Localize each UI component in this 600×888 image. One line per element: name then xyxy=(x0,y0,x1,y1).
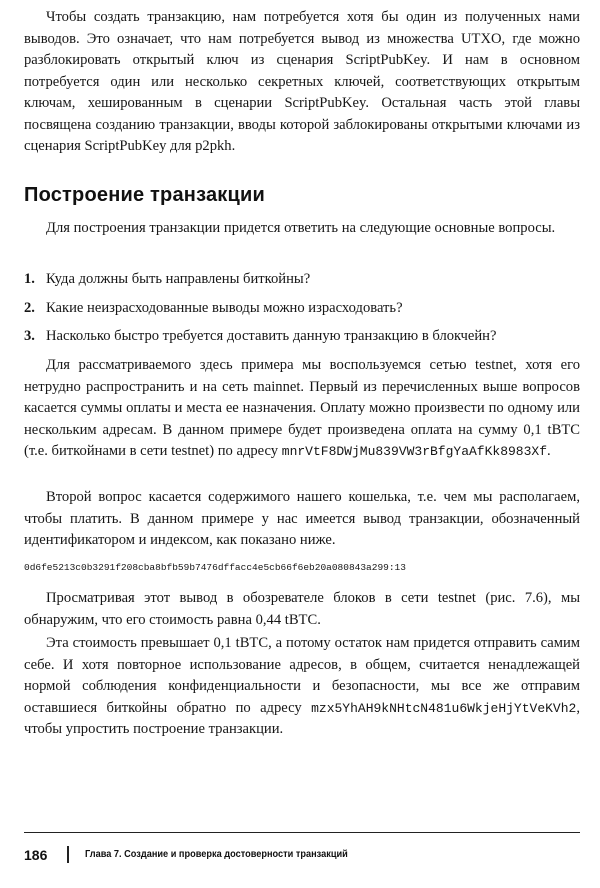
list-item-text: Насколько быстро требуется доставить данную транзакцию в блокчейн? xyxy=(46,328,497,344)
tx-output-id-code: 0d6fe5213c0b3291f208cba8bfb59b7476dffacc4e5cb66f6eb20a080843a299:13 xyxy=(24,562,406,573)
chapter-title: Глава 7. Создание и проверка достоверности транзакций xyxy=(84,849,348,860)
example-paragraph xyxy=(24,355,580,463)
target-address: mnrVtF8DWjMu839VW3rBfgYaAfKk8983Xf xyxy=(281,444,548,459)
second-question-paragraph: Второй вопрос касается содержимого нашего кошелька, т.е. чем мы располагаем, чтобы платить. В данном примере у нас имеется вывод транзакции, обозначенный идентификатором и индексом, как показано ниже. xyxy=(24,489,580,548)
page-footer xyxy=(24,846,370,863)
list-item-number: 3. xyxy=(24,328,35,344)
list-item xyxy=(24,269,580,291)
change-address: mzx5YhAH9kNHtcN481u6WkjeHjYtVeKVh2 xyxy=(311,700,577,716)
list-item xyxy=(24,326,580,348)
list-item xyxy=(24,298,580,320)
explorer-paragraph: Просматривая этот вывод в обозревателе блоков в сети testnet (рис. 7.6), мы обнаружим, что его стоимость равна 0,44 tBTC. xyxy=(24,590,580,628)
intro-paragraph: Чтобы создать транзакцию, нам потребуется хотя бы один из полученных нами выводов. Это означает, что нам потребуется вывод из множества UTXO, где можно разблокировать открытый ключ из сценария ScriptPubKey. И нам в основном потребуется один или несколько секретных ключей, соответствующих открытым ключам, хешированным в сценарии ScriptPubKey. Остальная часть этой главы посвящена созданию транзакции, вводы которой заблокированы открытыми ключами из сценария ScriptPubKey для p2pkh. xyxy=(24,9,580,154)
list-item-number: 2. xyxy=(24,299,35,316)
list-item-text: Куда должны быть направлены биткойны? xyxy=(46,271,311,287)
footer-divider xyxy=(24,832,580,833)
section-heading: Построение транзакции xyxy=(24,184,265,206)
questions-intro-paragraph: Для построения транзакции придется ответить на следующие основные вопросы. xyxy=(46,220,556,236)
change-paragraph xyxy=(24,633,580,741)
list-item-text: Какие неизрасходованные выводы можно израсходовать? xyxy=(46,299,403,316)
example-paragraph-text: Для рассматриваемого здесь примера мы воспользуемся сетью testnet, хотя его нетрудно распространить и на сеть mainnet. Первый из перечисленных выше вопросов касается суммы оплаты и места ее назначения. Оплату можно произвести по одному или нескольким адресам. В данном примере будет произведена оплата на сумму 0,1 tBTC (т.е. биткойнами в сети testnet) по адресу xyxy=(24,357,580,459)
questions-list xyxy=(24,269,580,355)
target-address-suffix: . xyxy=(547,443,551,459)
page-number: 186 xyxy=(24,846,48,863)
list-item-number: 1. xyxy=(24,271,35,287)
footer-separator xyxy=(67,846,68,863)
change-paragraph-text: Эта стоимость превышает 0,1 tBTC, а потому остаток нам придется отправить самим себе. И хотя повторное использование адресов, в общем, считается ненадлежащей нормой соблюдения конфиденциальности и безопасности, мы все же отправим оставшиеся биткойны обратно по адресу xyxy=(24,635,580,716)
change-paragraph-end: , чтобы упростить построение транзакции. xyxy=(24,699,580,737)
